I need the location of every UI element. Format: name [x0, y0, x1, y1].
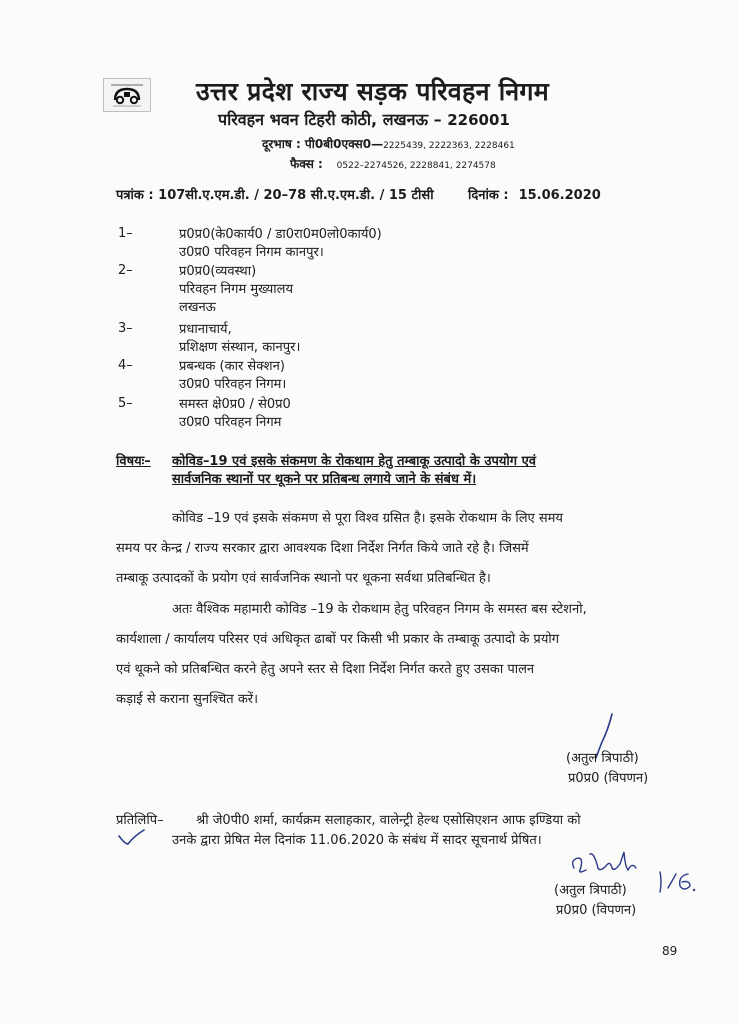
addressee-line: लखनऊ: [179, 300, 216, 315]
fax-numbers: 0522–2274526, 2228841, 2274578: [336, 161, 496, 171]
addressee-line: उ0प्र0 परिवहन निगम कानपुर।: [179, 245, 324, 260]
letter-date: [468, 185, 601, 203]
organization-address: [218, 108, 510, 130]
addressee-number: 3–: [118, 321, 133, 336]
page-number: 89: [662, 944, 678, 958]
address-text: परिवहन भवन टिहरी कोठी, लखनऊ –: [218, 110, 442, 129]
date-value: 15.06.2020: [518, 188, 601, 203]
address-pin: 226001: [447, 111, 510, 129]
addressee-line: प्रशिक्षण संस्थान, कानपुर।: [179, 340, 301, 355]
body-line: अतः वैश्विक महामारी कोविड –19 के रोकथाम हेतु परिवहन निगम के समस्त बस स्टेशनो,: [172, 602, 587, 617]
checkmark-icon: [116, 826, 146, 848]
signatory-name: (अतुल त्रिपाठी): [554, 883, 627, 898]
subject-label: विषयः–: [116, 454, 151, 469]
body-line: तम्बाकू उत्पादकों के प्रयोग एवं सार्वजनिक स्थानो पर थूकना सर्वथा प्रतिबन्धित है।: [116, 571, 491, 586]
subject-line: सार्वजनिक स्थानों पर थूकने पर प्रतिबन्ध लगाये जाने के संबंध में।: [172, 472, 477, 487]
addressee-line: प्रबन्धक (कार सेक्शन): [179, 359, 285, 374]
copy-to-line: श्री जे0पी0 शर्मा, कार्यक्रम सलाहकार, वालेन्ट्री हेल्थ एसोसिएशन आफ इण्डिया को: [196, 813, 581, 828]
body-line: कार्यशाला / कार्यालय परिसर एवं अधिकृत ढाबों पर किसी भी प्रकार के तम्बाकू उत्पादो के प्रयोग: [116, 632, 560, 647]
body-line: एवं थूकने को प्रतिबन्धित करने हेतु अपने स्तर से दिशा निर्देश निर्गत करते हुए उसका पालन: [116, 662, 535, 677]
organization-name: उत्तर प्रदेश राज्य सड़क परिवहन निगम: [196, 77, 550, 106]
phone-numbers: 2225439, 2222363, 2228461: [383, 141, 515, 151]
phone-line: [262, 135, 515, 152]
date-label: दिनांक :: [468, 188, 509, 203]
addressee-number: 2–: [118, 263, 133, 278]
reference-number: पत्रांक : 107सी.ए.एम.डी. / 20–78 सी.ए.एम.डी. / 15 टीसी: [116, 188, 434, 203]
phone-label: दूरभाष : पी0बी0एक्स0—: [262, 137, 384, 151]
upsrtc-logo-icon: [103, 78, 151, 112]
addressee-line: समस्त क्षे0प्र0 / से0प्र0: [179, 397, 291, 412]
body-line: कोविड –19 एवं इसके संकमण से पूरा विश्व ग्रसित है। इसके रोकथाम के लिए समय: [172, 511, 563, 526]
copy-to-line: उनके द्वारा प्रेषित मेल दिनांक 11.06.2020 के संबंध में सादर सूचनार्थ प्रेषित।: [172, 833, 542, 848]
signatory-name: (अतुल त्रिपाठी): [566, 751, 639, 766]
signatory-title: प्र0प्र0 (विपणन): [568, 771, 649, 786]
body-line: समय पर केन्द्र / राज्य सरकार द्वारा आवश्यक दिशा निर्देश निर्गत किये जाते रहे है। जिसमें: [116, 541, 529, 556]
subject-line: कोविड–19 एवं इसके संकमण के रोकथाम हेतु तम्बाकू उत्पादो के उपयोग एवं: [172, 454, 537, 469]
addressee-number: 4–: [118, 358, 133, 373]
addressee-line: प्र0प्र0(के0कार्य0 / डा0रा0म0लो0कार्य0): [179, 227, 382, 242]
fax-line: [290, 155, 496, 172]
addressee-line: प्र0प्र0(व्यवस्था): [179, 264, 257, 279]
fax-label: फैक्स :: [290, 157, 323, 171]
addressee-line: प्रधानाचार्य,: [179, 322, 232, 337]
signatory-title: प्र0प्र0 (विपणन): [556, 903, 637, 918]
addressee-number: 1–: [118, 226, 133, 241]
addressee-number: 5–: [118, 396, 133, 411]
addressee-line: उ0प्र0 परिवहन निगम।: [179, 377, 287, 392]
addressee-line: परिवहन निगम मुख्यालय: [179, 282, 293, 297]
copy-to-label: प्रतिलिपि–: [116, 813, 164, 828]
body-line: कड़ाई से कराना सुनश्चित करें।: [116, 692, 259, 707]
addressee-line: उ0प्र0 परिवहन निगम: [179, 415, 282, 430]
